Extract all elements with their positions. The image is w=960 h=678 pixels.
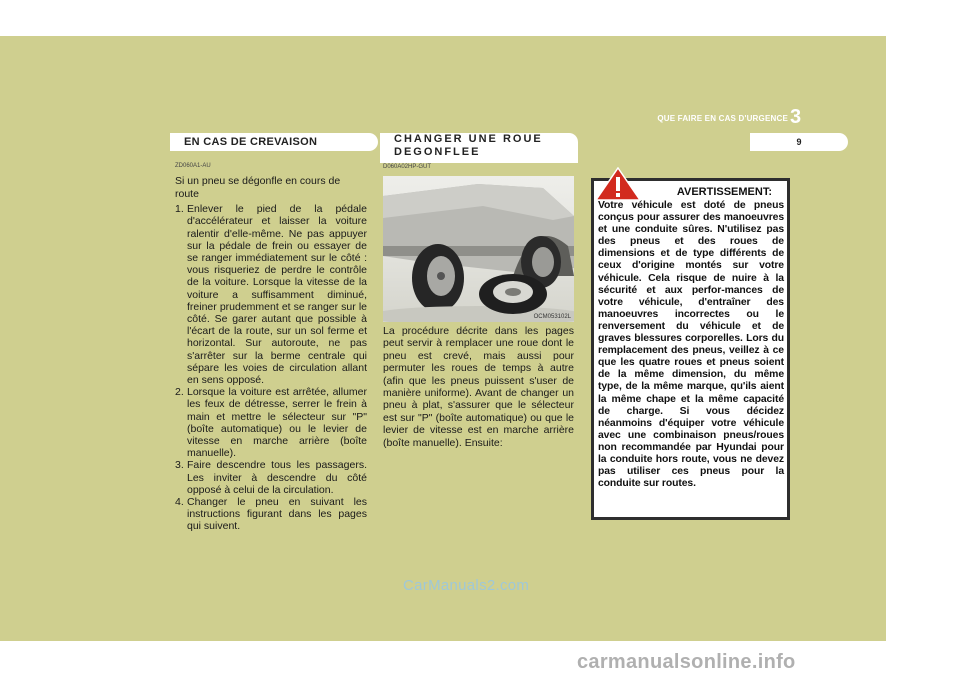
list-item: 3. Faire descendre tous les passagers. Les inviter à descendre du côté opposé à celui de la circulation. (175, 459, 367, 496)
reference-code: D060A02HP-GUT (383, 164, 432, 170)
watermark-carmanuals: CarManuals2.com (403, 577, 530, 594)
warning-title: AVERTISSEMENT: (676, 186, 772, 198)
step-list (175, 203, 367, 532)
car-and-spare-wheel-illustration (383, 176, 574, 322)
list-item: 1. Enlever le pied de la pédale d'accélérateur et laisser la voiture ralentir d'elle-même. Ne pas appuyer sur la pédale de frein ou essayer de se ranger immédiatement sur le côté : vous risqueriez de perdre le contrôle de la voiture. Lorsque la vitesse de la voiture a suffisamment diminué, freiner prudemment et se ranger sur le côté. Se garer autant que possible à l'écart de la route, sur un sol ferme et horizontal. Sur autoroute, ne pas s'arrêter sur la berme centrale qui sépare les voies de circulation allant en sens opposé. (175, 203, 367, 387)
tire-change-photo (383, 176, 574, 322)
page-number: 9 (750, 133, 848, 151)
watermark-carmanualsonline: carmanualsonline.info (577, 651, 796, 673)
photo-code: OCM053102L (533, 314, 571, 320)
warning-box (591, 178, 790, 520)
section-title-line1: CHANGER UNE ROUE (394, 133, 543, 145)
section-title-changer-roue (380, 133, 578, 163)
section-label: QUE FAIRE EN CAS D'URGENCE (657, 114, 788, 123)
intro-text: Si un pneu se dégonfle en cours de route (175, 175, 341, 200)
warning-triangle-icon (595, 167, 641, 201)
middle-column (383, 164, 574, 449)
list-item: 2. Lorsque la voiture est arrêtée, allumer les feux de détresse, serrer le frein à main et mettre le sélecteur sur "P" (boîte automatique) ou le levier de vitesse en marche arrière (boîte manuelle). (175, 386, 367, 460)
list-item: 4. Changer le pneu en suivant les instructions figurant dans les pages qui suivent. (175, 496, 367, 533)
section-title-crevaison: EN CAS DE CREVAISON (170, 133, 378, 151)
left-column (175, 163, 367, 533)
section-title-line2: DEGONFLEE (394, 146, 481, 158)
warning-text: Votre véhicule est doté de pneus conçus pour assurer des manoeuvres et une conduite sûres. N'utilisez pas des pneus et des roues de dimensions et de type différents de ceux d'origine montés sur votre véhicule. Cela risque de nuire à la sécurité et aux perfor-mances de votre véhicule, d'entraîner des manoeuvres incorrectes ou le renversement du véhicule et de graves blessures corporelles. Lors du remplacement des pneus, veillez à ce que les quatre roues et pneus soient de la même dimension, du même type, de la même marque, qu'ils aient la même chape et la même capacité de charge. Si vous décidez néanmoins d'équiper votre véhicule avec une combinaison pneus/roues non recommandée par Hyundai pour la conduite hors route, vous ne devez pas utiliser ces pneus pour la conduite sur routes. (598, 200, 784, 490)
reference-code: ZD060A1-AU (175, 163, 211, 169)
procedure-text: La procédure décrite dans les pages peut servir à remplacer une roue dont le pneu est crevé, mais aussi pour permuter les roues de temps à autre (afin que les pneus puissent s'user de manière uniforme). Avant de changer un pneu à plat, s'assurer que le sélecteur est sur "P" (boîte automatique) ou que le levier de vitesse est en marche arrière (boîte manuelle). Ensuite: (383, 325, 574, 449)
chapter-number: 3 (790, 106, 802, 128)
